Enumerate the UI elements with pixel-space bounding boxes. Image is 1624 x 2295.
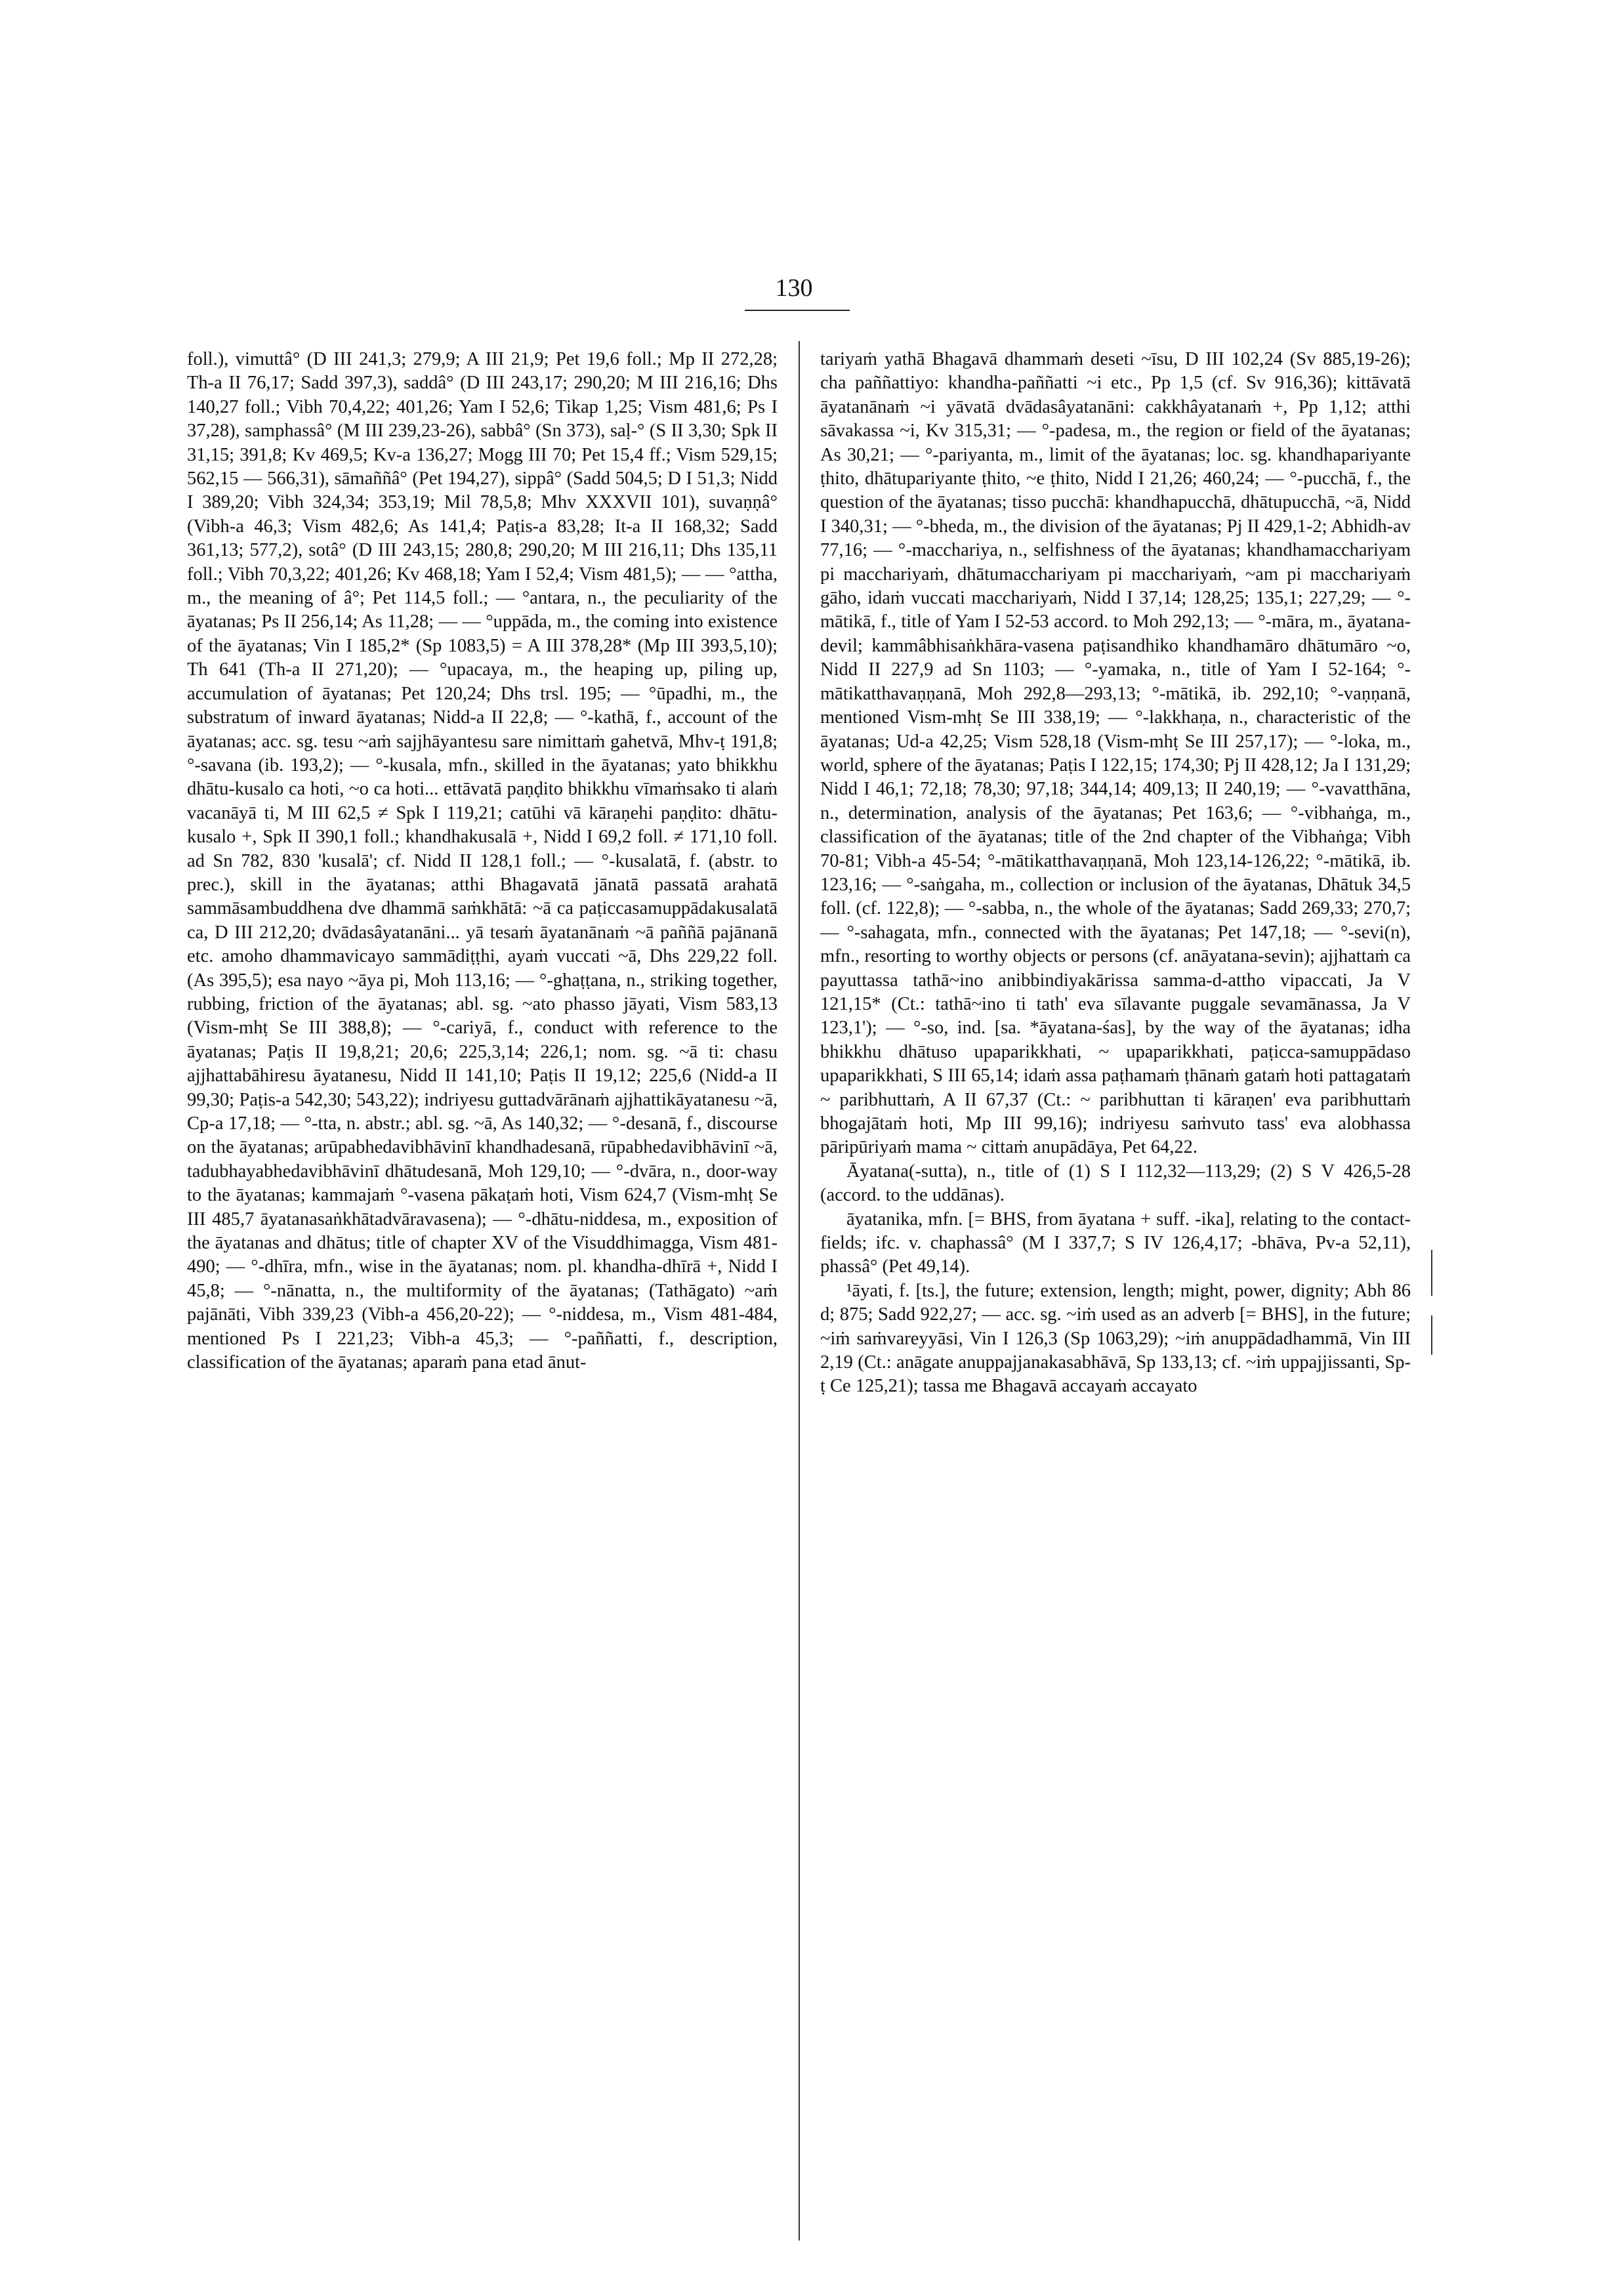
left-column [187, 348, 778, 2237]
entry-ayatana-sutta: Āyatana(-sutta), n., title of (1) S I 112,32—113,29; (2) S V 426,5-28 (accord. to the uddānas). [820, 1161, 1411, 1206]
right-column [820, 348, 1411, 2237]
margin-mark [1431, 1250, 1432, 1296]
entry-text: tariyaṁ yathā Bhagavā dhammaṁ deseti ~īsu, D III 102,24 (Sv 885,19-26); cha paññattiyo: khandha-paññatti ~i etc., Pp 1,5 (cf. Sv 916,36); kittāvatā āyatanānaṁ ~i yāvatā dvādasâyatanāni: cakkhâyatanaṁ +, Pp 1,12; atthi sāvakassa ~i, Kv 315,31; — °-padesa, m., the region or field of the āyatanas; As 30,21; — °-pariyanta, m., limit of the āyatanas; loc. sg. khandhapariyante ṭhito, dhātupariyante ṭhito, ~e ṭhito, Nidd I 21,26; 460,24; — °-pucchā, f., the question of the āyatanas; tisso pucchā: khandhapucchā, dhātupucchā, ~ā, Nidd I 340,31; — °-bheda, m., the division of the āyatanas; Pj II 429,1-2; Abhidh-av 77,16; — °-macchariya, n., selfishness of the āyatanas; khandhamacchariyam pi macchariyaṁ, dhātumacchariyam pi macchariyaṁ, ~am pi macchariyaṁ gāho, idaṁ vuccati macchariyaṁ, Nidd I 37,14; 128,25; 135,1; 227,29; — °-mātikā, f., title of Yam I 52-53 accord. to Moh 292,13; — °-māra, m., āyatana-devil; kammâbhisaṅkhāra-vasena paṭisandhiko khandhamāro dhātumāro ~o, Nidd II 227,9 ad Sn 1103; — °-yamaka, n., title of Yam I 52-164; °-mātikatthavaṇṇanā, Moh 292,8—293,13; °-mātikā, ib. 292,10; °-vaṇṇanā, mentioned Vism-mhṭ Se III 338,19; — °-lakkhaṇa, n., characteristic of the āyatanas; Ud-a 42,25; Vism 528,18 (Vism-mhṭ Se III 257,17); — °-loka, m., world, sphere of the āyatanas; Paṭis I 122,15; 174,30; Pj II 428,12; Ja I 131,29; Nidd I 46,1; 72,18; 78,30; 97,18; 344,14; 409,13; II 240,19; — °-vavatthāna, n., determination, analysis of the āyatanas; Pet 163,6; — °-vibhaṅga, m., classification of the āyatanas; title of the 2nd chapter of the Vibhaṅga; Vibh 70-81; Vibh-a 45-54; °-mātikatthavaṇṇanā, Moh 123,14-126,22; °-mātikā, ib. 123,16; — °-saṅgaha, m., collection or inclusion of the āyatanas, Dhātuk 34,5 foll. (cf. 122,8); — °-sabba, n., the whole of the āyatanas; Sadd 269,33; 270,7; — °-sahagata, mfn., connected with the āyatanas; Pet 147,18; — °-sevi(n), mfn., resorting to worthy objects or persons (cf. anāyatana-sevin); ajjhattaṁ ca payuttassa tathā~ino anibbindiyakārissa samma-d-attho vipaccati, Ja V 121,15* (Ct.: tathā~ino ti tath' eva sīlavante puggale sevamānassa, Ja V 123,1'); — °-so, ind. [sa. *āyatana-śas], by the way of the āyatanas; idha bhikkhu dhātuso upaparikkhati, ~ upaparikkhati, paṭicca-samuppādaso upaparikkhati, S III 65,14; idaṁ assa paṭhamaṁ ṭhānaṁ gataṁ hoti pattagataṁ ~ paribhuttaṁ, A II 67,37 (Ct.: ~ paribhuttan ti kāraṇen' eva paribhuttaṁ bhogajātaṁ hoti, Mp III 99,16); indriyesu saṁvuto tass' eva alobhassa pāripūriyaṁ mama ~ cittaṁ anupādāya, Pet 64,22. [820, 349, 1411, 1158]
margin-mark [1431, 1315, 1432, 1355]
entry-text: foll.), vimuttâ° (D III 241,3; 279,9; A III 21,9; Pet 19,6 foll.; Mp II 272,28; Th-a II 76,17; Sadd 397,3), saddâ° (D III 243,17; 290,20; M III 216,16; Dhs 140,27 foll.; Vibh 70,4,22; 401,26; Yam I 52,6; Tikap 1,25; Vism 481,6; Ps I 37,28), samphassâ° (M III 239,23-26), sabbâ° (Sn 373), saḷ-° (S II 3,30; Spk II 31,15; 391,8; Kv 469,5; Kv-a 136,27; Mogg III 70; Pet 15,4 ff.; Vism 529,15; 562,15 — 566,31), sāmaññâ° (Pet 194,27), sippâ° (Sadd 504,5; D I 51,3; Nidd I 389,20; Vibh 324,34; 353,19; Mil 78,5,8; Mhv XXXVII 101), suvaṇṇâ° (Vibh-a 46,3; Vism 482,6; As 141,4; Paṭis-a 83,28; It-a II 168,32; Sadd 361,13; 577,2), sotâ° (D III 243,15; 280,8; 290,20; M III 216,11; Dhs 135,11 foll.; Vibh 70,3,22; 401,26; Kv 468,18; Yam I 52,4; Vism 481,5); — — °attha, m., the meaning of â°; Pet 114,5 foll.; — °antara, n., the peculiarity of the āyatanas; Ps II 256,14; As 11,28; — — °uppāda, m., the coming into existence of the āyatanas; Vin I 185,2* (Sp 1083,5) = A III 378,28* (Mp III 393,5,10); Th 641 (Th-a II 271,20); — °upacaya, m., the heaping up, piling up, accumulation of āyatanas; Pet 120,24; Dhs trsl. 195; — °ūpadhi, m., the substratum of inward āyatanas; Nidd-a II 22,8; — °-kathā, f., account of the āyatanas; acc. sg. tesu ~aṁ sajjhāyantesu sare nimittaṁ gahetvā, Mhv-ṭ 191,8; °-savana (ib. 193,2); — °-kusala, mfn., skilled in the āyatanas; yato bhikkhu dhātu-kusalo ca hoti, ~o ca hoti... ettāvatā paṇḍito bhikkhu vīmaṁsako ti alaṁ vacanāyā ti, M III 62,5 ≠ Spk I 119,21; catūhi vā kāraṇehi paṇḍito: dhātu-kusalo +, Spk II 390,1 foll.; khandhakusalā +, Nidd I 69,2 foll. ≠ 171,10 foll. ad Sn 782, 830 'kusalā'; cf. Nidd II 128,1 foll.; — °-kusalatā, f. (abstr. to prec.), skill in the āyatanas; atthi Bhagavatā jānatā passatā arahatā sammāsambuddhena dve dhammā saṁkhātā: ~ā ca paṭiccasamuppādakusalatā ca, D III 212,20; dvādasâyatanāni... yā tesaṁ āyatanānaṁ ~ā paññā pajānanā etc. amoho dhammavicayo sammādiṭṭhi, ayaṁ vuccati ~ā, Dhs 229,22 foll. (As 395,5); esa nayo ~āya pi, Moh 113,16; — °-ghaṭṭana, n., striking together, rubbing, friction of the āyatanas; abl. sg. ~ato phasso jāyati, Vism 583,13 (Vism-mhṭ Se III 388,8); — °-cariyā, f., conduct with reference to the āyatanas; Paṭis II 19,8,21; 20,6; 225,3,14; 226,1; nom. sg. ~ā ti: chasu ajjhattabāhiresu āyatanesu, Nidd II 141,10; Paṭis II 19,12; 225,6 (Nidd-a II 99,30; Paṭis-a 542,30; 543,22); indriyesu guttadvārānaṁ ajjhattikāyatanesu ~ā, Cp-a 17,18; — °-tta, n. abstr.; abl. sg. ~ā, As 140,32; — °-desanā, f., discourse on the āyatanas; arūpabhedavibhāvinī khandhadesanā, rūpabhedavibhāvinī ~ā, tadubhayabhedavibhāvinī dhātudesanā, Moh 129,10; — °-dvāra, n., door-way to the āyatanas; kammajaṁ °-vasena pākaṭaṁ hoti, Vism 624,7 (Vism-mhṭ Se III 485,7 āyatanasaṅkhātadvāravasena); — °-dhātu-niddesa, m., exposition of the āyatanas and dhātus; title of chapter XV of the Visuddhimagga, Vism 481-490; — °-dhīra, mfn., wise in the āyatanas; nom. pl. khandha-dhīrā +, Nidd I 45,8; — °-nānatta, n., the multiformity of the āyatanas; (Tathāgato) ~aṁ pajānāti, Vibh 339,23 (Vibh-a 456,20-22); — °-niddesa, m., Vism 481-484, mentioned Ps I 221,23; Vibh-a 45,3; — °-paññatti, f., description, classification of the āyatanas; aparaṁ pana etad ānut- [187, 349, 778, 1373]
entry-ayati: ¹āyati, f. [ts.], the future; extension, length; might, power, dignity; Abh 86 d; 875; Sadd 922,27; — acc. sg. ~iṁ used as an adverb [= BHS], in the future; ~iṁ saṁvareyyāsi, Vin I 126,3 (Sp 1063,29); ~iṁ anuppādadhammā, Vin III 2,19 (Ct.: anāgate anuppajjanakasabhāvā, Sp 133,13; cf. ~iṁ uppajjissanti, Sp-ṭ Ce 125,21); tassa me Bhagavā accayaṁ accayato [820, 1280, 1411, 1397]
page-number-rule [745, 310, 850, 311]
column-divider [799, 341, 800, 2241]
page-number: 130 [775, 274, 813, 302]
entry-ayatanika: āyatanika, mfn. [= BHS, from āyatana + suff. -ika], relating to the contact-fields; ifc. v. chaphassâ° (M I 337,7; S IV 126,4,17; -bhāva, Pv-a 52,11), phassâ° (Pet 49,14). [820, 1209, 1411, 1277]
